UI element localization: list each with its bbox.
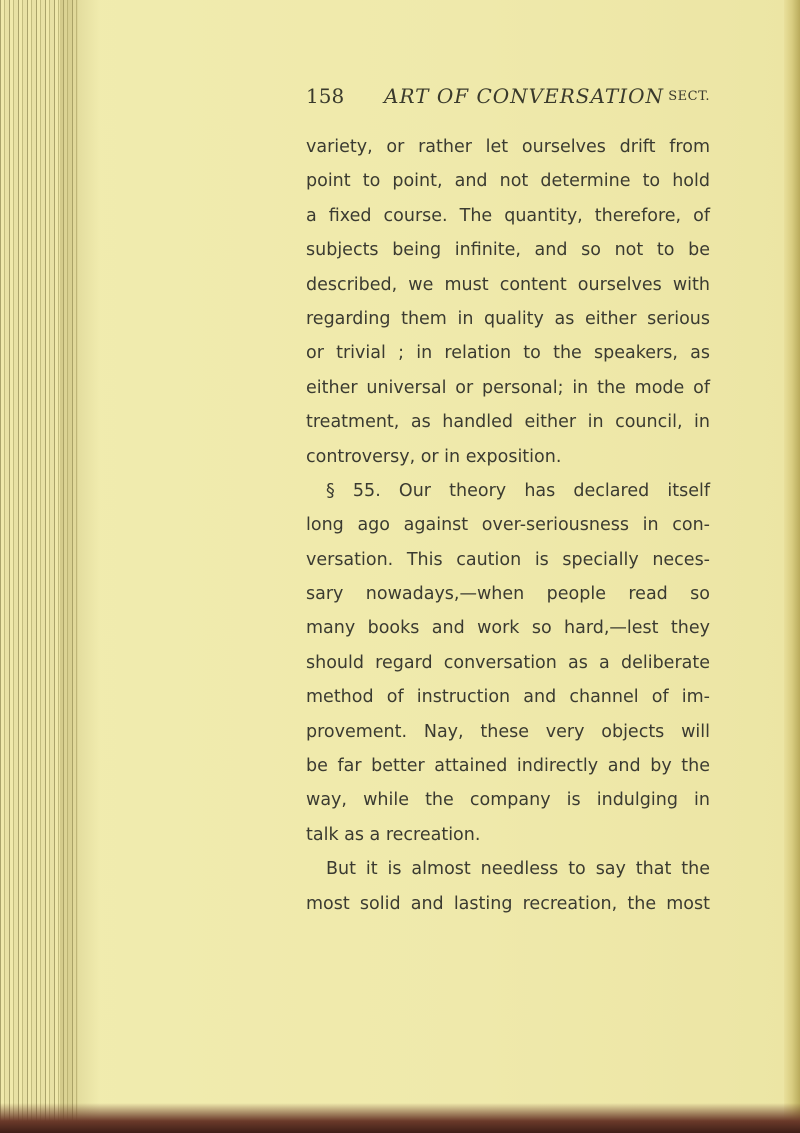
text-line: should regard conversation as a deliberate bbox=[306, 652, 710, 673]
running-head bbox=[306, 84, 716, 114]
text-line: regarding them in quality as either serious bbox=[306, 308, 710, 329]
page-number: 158 bbox=[306, 84, 345, 108]
text-line: described, we must content ourselves with bbox=[306, 274, 710, 295]
gutter-shadow bbox=[60, 0, 100, 1133]
text-line: versation. This caution is specially neces- bbox=[306, 549, 710, 570]
text-line: way, while the company is indulging in bbox=[306, 790, 710, 811]
text-line: treatment, as handled either in council, in bbox=[306, 412, 710, 433]
text-line: subjects being infinite, and so not to be bbox=[306, 240, 710, 261]
text-line: variety, or rather let ourselves drift from bbox=[306, 137, 710, 157]
text-line: point to point, and not determine to hold bbox=[306, 171, 710, 192]
section-label: SECT. bbox=[668, 89, 710, 104]
book-cover-edge bbox=[0, 1103, 800, 1133]
text-line: be far better attained indirectly and by the bbox=[306, 756, 710, 777]
section-start-line: § 55. Our theory has declared itself bbox=[326, 480, 710, 501]
body-text bbox=[306, 130, 710, 921]
text-line: or trivial ; in relation to the speakers, as bbox=[306, 343, 710, 364]
text-line: sary nowadays,—when people read so bbox=[306, 584, 710, 605]
running-title: ART OF CONVERSATION bbox=[384, 84, 664, 108]
text-line: long ago against over-seriousness in con- bbox=[306, 515, 710, 536]
text-line: provement. Nay, these very objects will bbox=[306, 721, 710, 742]
right-page-edge bbox=[784, 0, 800, 1133]
paragraph-start-line: But it is almost needless to say that the bbox=[326, 859, 710, 880]
text-line: controversy, or in exposition. bbox=[306, 446, 562, 467]
text-line: a fixed course. The quantity, therefore, of bbox=[306, 205, 710, 226]
text-line: talk as a recreation. bbox=[306, 824, 481, 845]
text-line: method of instruction and channel of im- bbox=[306, 687, 710, 708]
text-line: most solid and lasting recreation, the most bbox=[306, 893, 710, 914]
text-line: either universal or personal; in the mode of bbox=[306, 377, 710, 398]
text-line: many books and work so hard,—lest they bbox=[306, 618, 710, 639]
